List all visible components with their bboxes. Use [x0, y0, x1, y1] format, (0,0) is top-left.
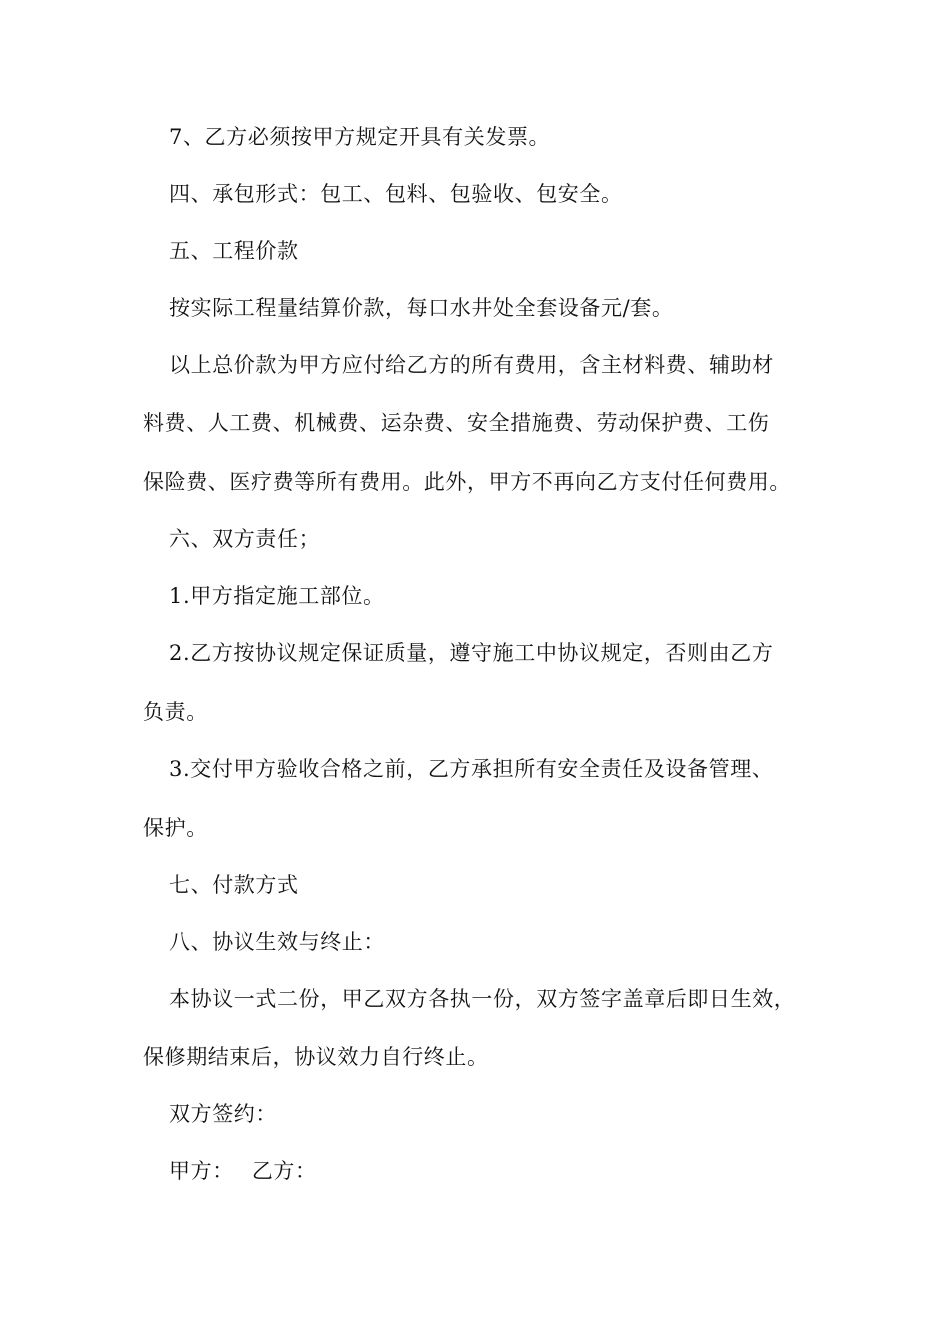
clause-7-invoice: 7、乙方必须按甲方规定开具有关发票。 [169, 125, 551, 149]
section-5-heading: 五、工程价款 [169, 239, 299, 263]
party-a-label: 甲方： [169, 1159, 234, 1183]
effectiveness-paragraph-line-1: 本协议一式二份，甲乙双方各执一份，双方签字盖章后即日生效， [169, 987, 796, 1011]
section-6-heading: 六、双方责任； [169, 527, 321, 551]
section-8-heading: 八、协议生效与终止： [169, 930, 385, 954]
signature-line [169, 1156, 849, 1186]
total-price-paragraph-line-2: 料费、人工费、机械费、运杂费、安全措施费、劳动保护费、工伤 [143, 411, 770, 435]
responsibility-item-3-line-2: 保护。 [143, 816, 208, 840]
price-paragraph: 按实际工程量结算价款，每口水井处全套设备元/套。 [169, 296, 674, 320]
section-7-heading: 七、付款方式 [169, 873, 299, 897]
responsibility-item-1: 1.甲方指定施工部位。 [169, 584, 385, 608]
total-price-paragraph-line-3: 保险费、医疗费等所有费用。此外，甲方不再向乙方支付任何费用。 [143, 470, 791, 494]
responsibility-item-3-line-1: 3.交付甲方验收合格之前，乙方承担所有安全责任及设备管理、 [169, 757, 774, 781]
section-4-contract-form: 四、承包形式：包工、包料、包验收、包安全。 [169, 182, 623, 206]
party-b-label: 乙方： [251, 1159, 317, 1183]
responsibility-item-2-line-2: 负责。 [143, 700, 208, 724]
total-price-paragraph-line-1: 以上总价款为甲方应付给乙方的所有费用，含主材料费、辅助材 [169, 353, 774, 377]
signing-heading: 双方签约： [169, 1102, 277, 1126]
responsibility-item-2-line-1: 2.乙方按协议规定保证质量，遵守施工中协议规定，否则由乙方 [169, 641, 774, 665]
effectiveness-paragraph-line-2: 保修期结束后，协议效力自行终止。 [143, 1045, 489, 1069]
